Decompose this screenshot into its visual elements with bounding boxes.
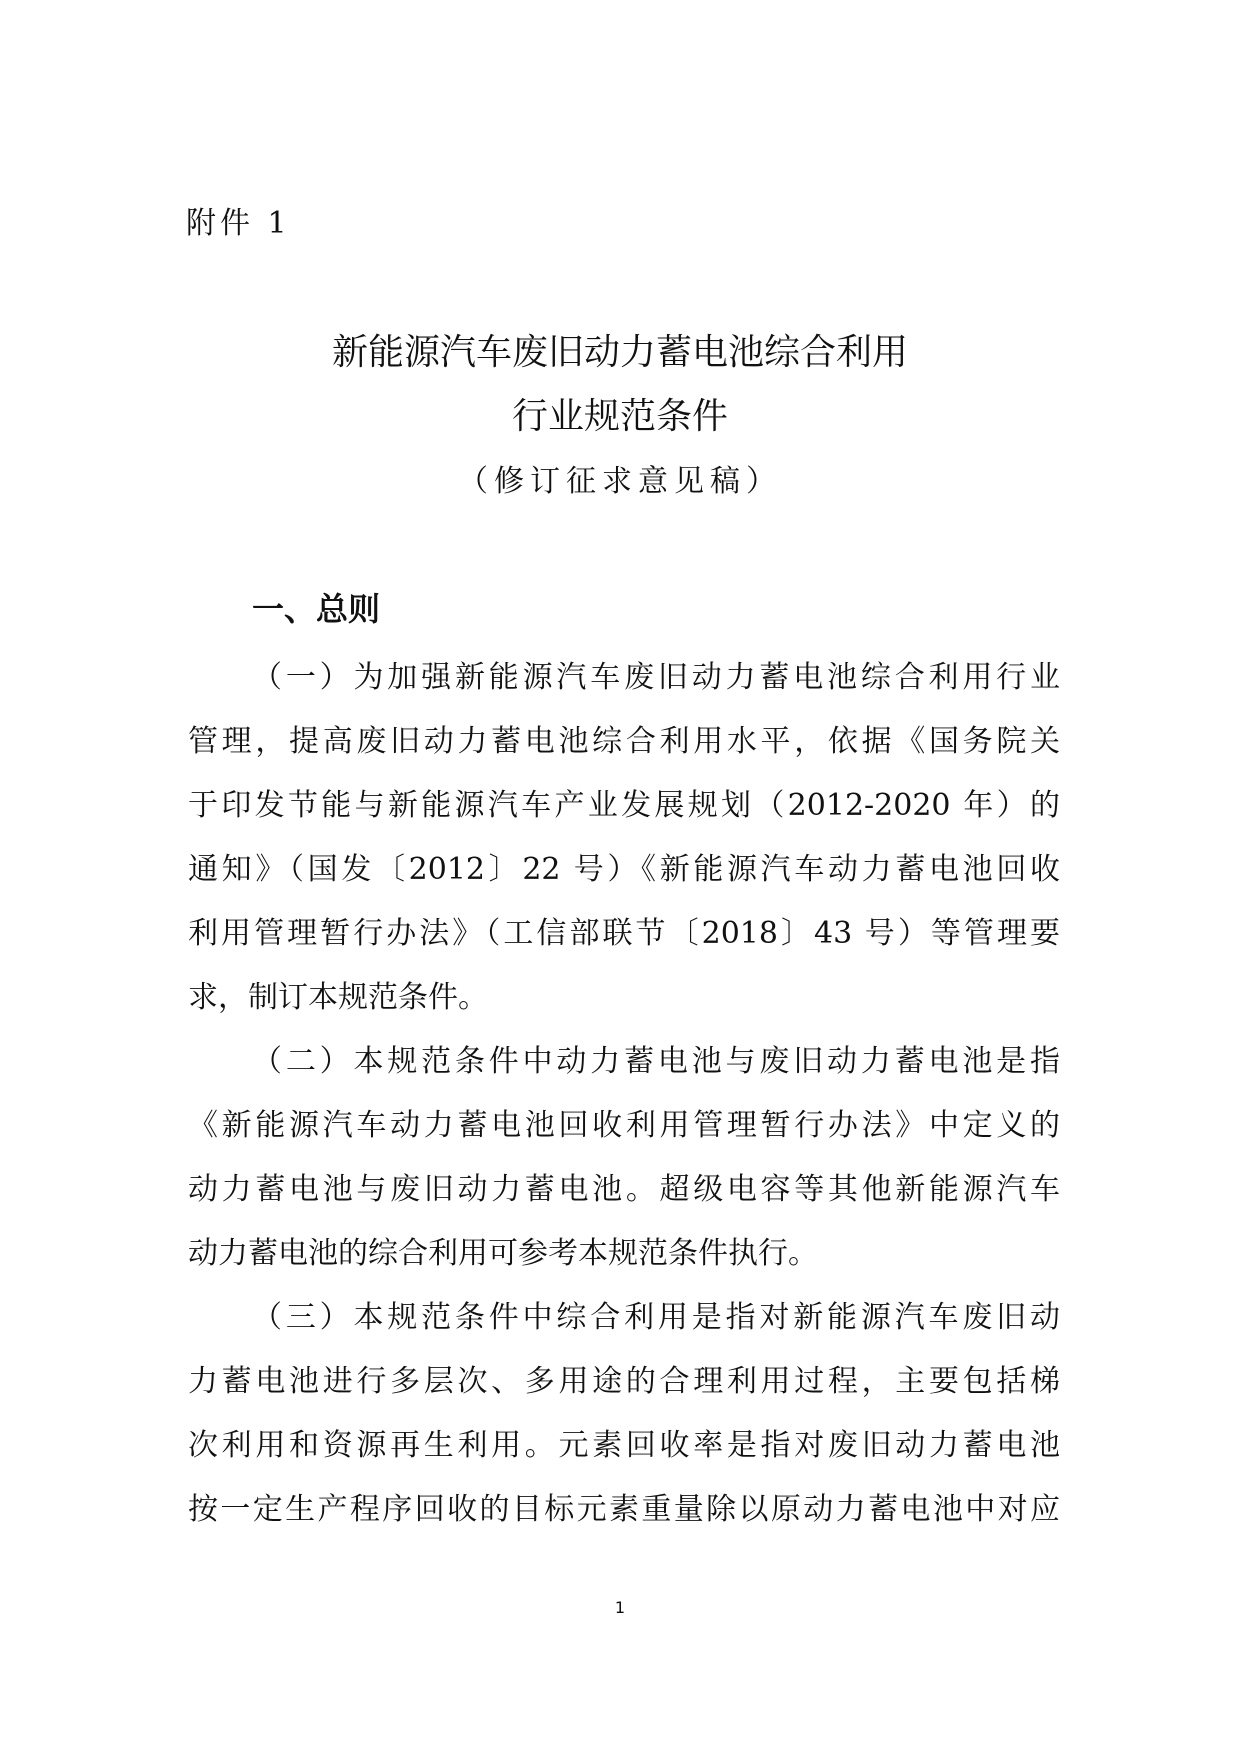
page-number: 1: [614, 1598, 626, 1617]
paragraph: [188, 1286, 1060, 1542]
document-body: [188, 646, 1060, 1542]
paragraph-line: 《新能源汽车动力蓄电池回收利用管理暂行办法》中定义的: [188, 1108, 1060, 1143]
paragraph-line: （三）本规范条件中综合利用是指对新能源汽车废旧动: [252, 1300, 1060, 1335]
paragraph: [188, 646, 1060, 1030]
paragraph-line: 动力蓄电池的综合利用可参考本规范条件执行。: [188, 1236, 818, 1271]
paragraph-line: 力蓄电池进行多层次、多用途的合理利用过程，主要包括梯: [188, 1364, 1060, 1399]
paragraph-line: 次利用和资源再生利用。元素回收率是指对废旧动力蓄电池: [188, 1428, 1060, 1463]
paragraph-line: 管理，提高废旧动力蓄电池综合利用水平，依据《国务院关: [188, 724, 1060, 759]
paragraph-line: 按一定生产程序回收的目标元素重量除以原动力蓄电池中对应: [188, 1492, 1060, 1527]
paragraph: [188, 1030, 1060, 1286]
paragraph-line: 通知》（国发〔2012〕22 号）《新能源汽车动力蓄电池回收: [188, 852, 1060, 887]
section-heading: 一、总则: [252, 590, 381, 628]
paragraph-line: 求，制订本规范条件。: [188, 980, 488, 1015]
attachment-label: 附件 1: [186, 206, 291, 241]
paragraph-line: （一）为加强新能源汽车废旧动力蓄电池综合利用行业: [252, 660, 1060, 695]
document-title-line-1: 新能源汽车废旧动力蓄电池综合利用: [331, 332, 908, 373]
paragraph-line: 利用管理暂行办法》（工信部联节〔2018〕43 号）等管理要: [188, 916, 1060, 951]
document-subtitle: （修订征求意见稿）: [458, 464, 782, 499]
document-title-line-2: 行业规范条件: [511, 396, 728, 437]
paragraph-line: （二）本规范条件中动力蓄电池与废旧动力蓄电池是指: [252, 1044, 1060, 1079]
paragraph-line: 于印发节能与新能源汽车产业发展规划（2012-2020 年）的: [188, 788, 1060, 823]
paragraph-line: 动力蓄电池与废旧动力蓄电池。超级电容等其他新能源汽车: [188, 1172, 1060, 1207]
